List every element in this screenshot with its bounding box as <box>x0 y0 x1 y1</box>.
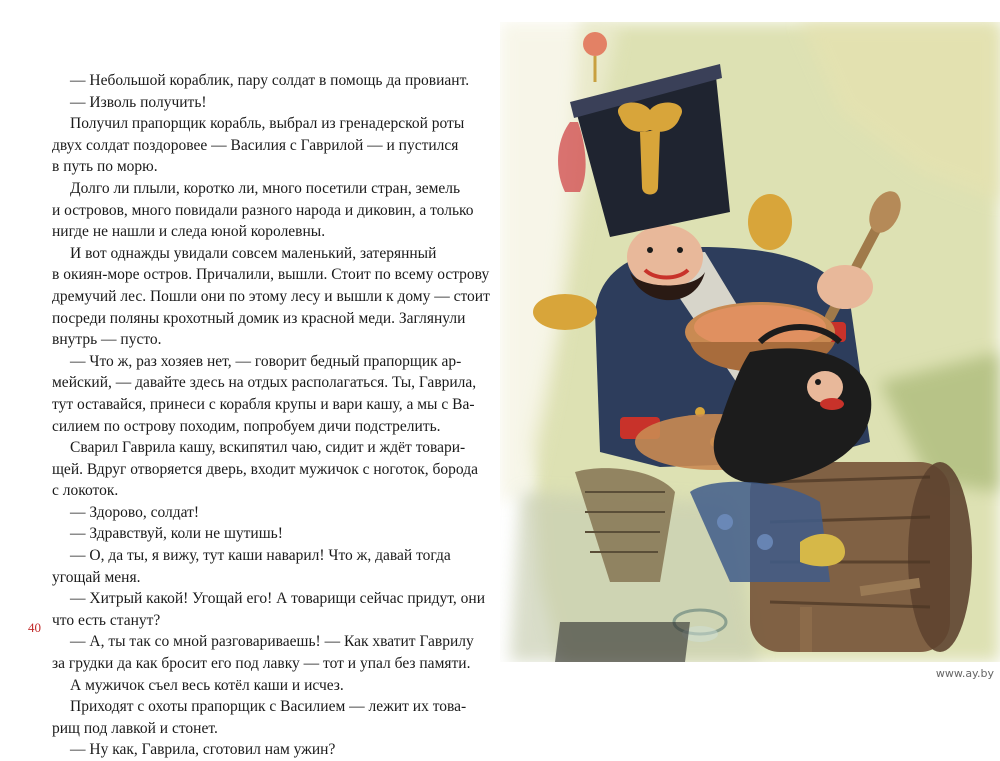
text-line: Получил прапорщик корабль, выбрал из гренадерской роты <box>70 115 465 133</box>
text-line: мейский, — давайте здесь на отдых располагаться. Ты, Гаврила, <box>52 374 477 392</box>
text-line: нигде не нашли и следа юной королевны. <box>52 223 326 241</box>
text-line: и островов, много повидали разного народа и диковин, а только <box>52 201 474 219</box>
text-line: — Ну как, Гаврила, сготовил нам ужин? <box>70 741 336 759</box>
soldier-hand <box>817 265 873 309</box>
text-line: угощай меня. <box>52 568 141 586</box>
text-line: Сварил Гаврила кашу, вскипятил чаю, сидит и ждёт товари- <box>70 439 466 457</box>
text-line: с локоток. <box>52 482 119 500</box>
text-line: в окиян-море остров. Причалили, вышли. Стоит по всему острову <box>52 266 490 284</box>
text-line: дремучий лес. Пошли они по этому лесу и вышли к дому — стоит <box>52 287 490 305</box>
text-line: — Здравствуй, коли не шутишь! <box>70 525 283 543</box>
text-line: внутрь — пусто. <box>52 331 162 349</box>
story-illustration <box>500 22 1000 662</box>
watermark: www.ay.by <box>935 667 994 680</box>
text-line: А мужичок съел весь котёл каши и исчез. <box>70 676 344 694</box>
text-line: — Что ж, раз хозяев нет, — говорит бедный прапорщик ар- <box>70 352 462 370</box>
text-line: щей. Вдруг отворяется дверь, входит мужичок с ноготок, борода <box>52 460 478 478</box>
story-text <box>52 70 490 761</box>
text-line: И вот однажды увидали совсем маленький, затерянный <box>70 244 437 262</box>
text-line: — Небольшой кораблик, пару солдат в помощь да провиант. <box>70 72 470 89</box>
text-line: рищ под лавкой и стонет. <box>52 719 218 737</box>
text-line: посреди поляны крохотный домик из красной меди. Заглянули <box>52 309 466 327</box>
text-line: — А, ты так со мной разговариваешь! — Как хватит Гаврилу <box>70 633 474 651</box>
page-number: 40 <box>28 620 41 635</box>
text-line: в путь по морю. <box>52 158 158 176</box>
text-line: двух солдат поздоровее — Василия с Гаврилой — и пустился <box>52 136 459 154</box>
left-page <box>0 0 500 759</box>
text-line: что есть станут? <box>52 611 161 629</box>
text-line: силием по острову походим, попробуем дичи подстрелить. <box>52 417 441 435</box>
text-line: Долго ли плыли, коротко ли, много посетили стран, земель <box>70 179 461 197</box>
text-line: за грудки да как бросит его под лавку — тот и упал без памяти. <box>52 655 471 673</box>
right-page <box>500 0 1000 685</box>
text-line: тут оставайся, принеси с корабля крупы и вари кашу, а мы с Ва- <box>52 395 475 413</box>
text-line: Приходят с охоты прапорщик с Василием — лежит их това- <box>70 698 467 716</box>
text-line: — Хитрый какой! Угощай его! А товарищи сейчас придут, они <box>70 590 485 608</box>
text-line: — О, да ты, я вижу, тут каши наварил! Что ж, давай тогда <box>70 547 451 565</box>
text-line: — Здорово, солдат! <box>70 503 200 521</box>
text-line: — Изволь получить! <box>70 93 207 111</box>
